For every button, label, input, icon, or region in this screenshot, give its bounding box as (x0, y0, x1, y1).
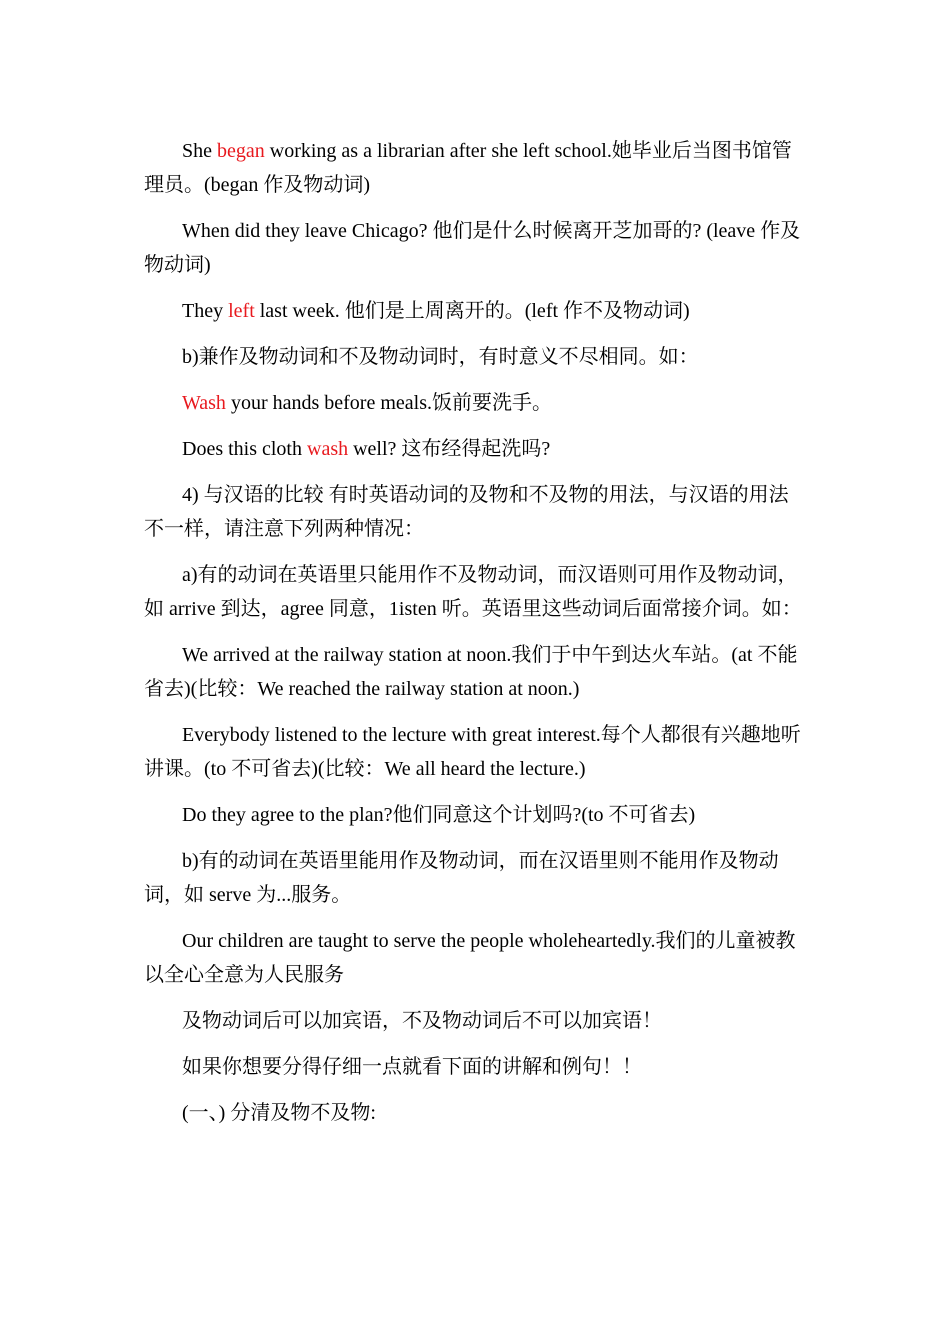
paragraph (144, 798, 808, 832)
text-segment: (一、) 分清及物不及物: (182, 1102, 376, 1124)
highlighted-word: began (217, 140, 265, 162)
text-segment: well? 这布经得起洗吗? (348, 438, 551, 460)
paragraph (144, 638, 808, 706)
text-segment: 4) 与汉语的比较 有时英语动词的及物和不及物的用法，与汉语的用法不一样，请注意下列两种情况： (144, 484, 789, 540)
paragraph (144, 432, 808, 466)
highlighted-word: Wash (182, 392, 226, 414)
paragraph (144, 294, 808, 328)
paragraph (144, 214, 808, 282)
paragraph (144, 386, 808, 420)
paragraph (144, 340, 808, 374)
highlighted-word: left (228, 300, 255, 322)
text-segment: last week. 他们是上周离开的。(left 作不及物动词) (254, 300, 690, 322)
text-segment: your hands before meals.饭前要洗手。 (225, 392, 552, 414)
document-page (144, 134, 808, 1142)
text-segment: When did they leave Chicago? 他们是什么时候离开芝加哥的? (leave 作及物动词) (144, 220, 801, 276)
text-segment: 如果你想要分得仔细一点就看下面的讲解和例句！！ (182, 1056, 642, 1078)
paragraph (144, 1050, 808, 1084)
text-segment: Our children are taught to serve the people wholeheartedly.我们的儿童被教以全心全意为人民服务 (144, 930, 796, 986)
text-segment: a)有的动词在英语里只能用作不及物动词，而汉语则可用作及物动词，如 arrive 到达，agree 同意，1isten 听。英语里这些动词后面常接介词。如： (144, 564, 802, 620)
highlighted-word: wash (307, 438, 349, 460)
text-segment: Everybody listened to the lecture with great interest.每个人都很有兴趣地听讲课。(to 不可省去)(比较：We all heard the lecture.) (144, 724, 801, 780)
text-segment: She (182, 140, 217, 162)
text-segment: They (182, 300, 229, 322)
text-segment: working as a librarian after she left school.她毕业后当图书馆管理员。(began 作及物动词) (144, 140, 792, 196)
text-segment: b)兼作及物动词和不及物动词时，有时意义不尽相同。如： (182, 346, 699, 368)
paragraph (144, 718, 808, 786)
paragraph (144, 478, 808, 546)
paragraph (144, 558, 808, 626)
paragraph (144, 134, 808, 202)
paragraph (144, 1096, 808, 1130)
text-segment: Does this cloth (182, 438, 307, 460)
text-segment: 及物动词后可以加宾语，不及物动词后不可以加宾语！ (182, 1010, 662, 1032)
paragraph (144, 1004, 808, 1038)
text-segment: Do they agree to the plan?他们同意这个计划吗?(to 不可省去) (182, 804, 696, 826)
text-segment: We arrived at the railway station at noon.我们于中午到达火车站。(at 不能省去)(比较：We reached the railway station at noon.) (144, 644, 798, 700)
paragraph (144, 844, 808, 912)
paragraph (144, 924, 808, 992)
text-segment: b)有的动词在英语里能用作及物动词，而在汉语里则不能用作及物动词，如 serve 为...服务。 (144, 850, 779, 906)
